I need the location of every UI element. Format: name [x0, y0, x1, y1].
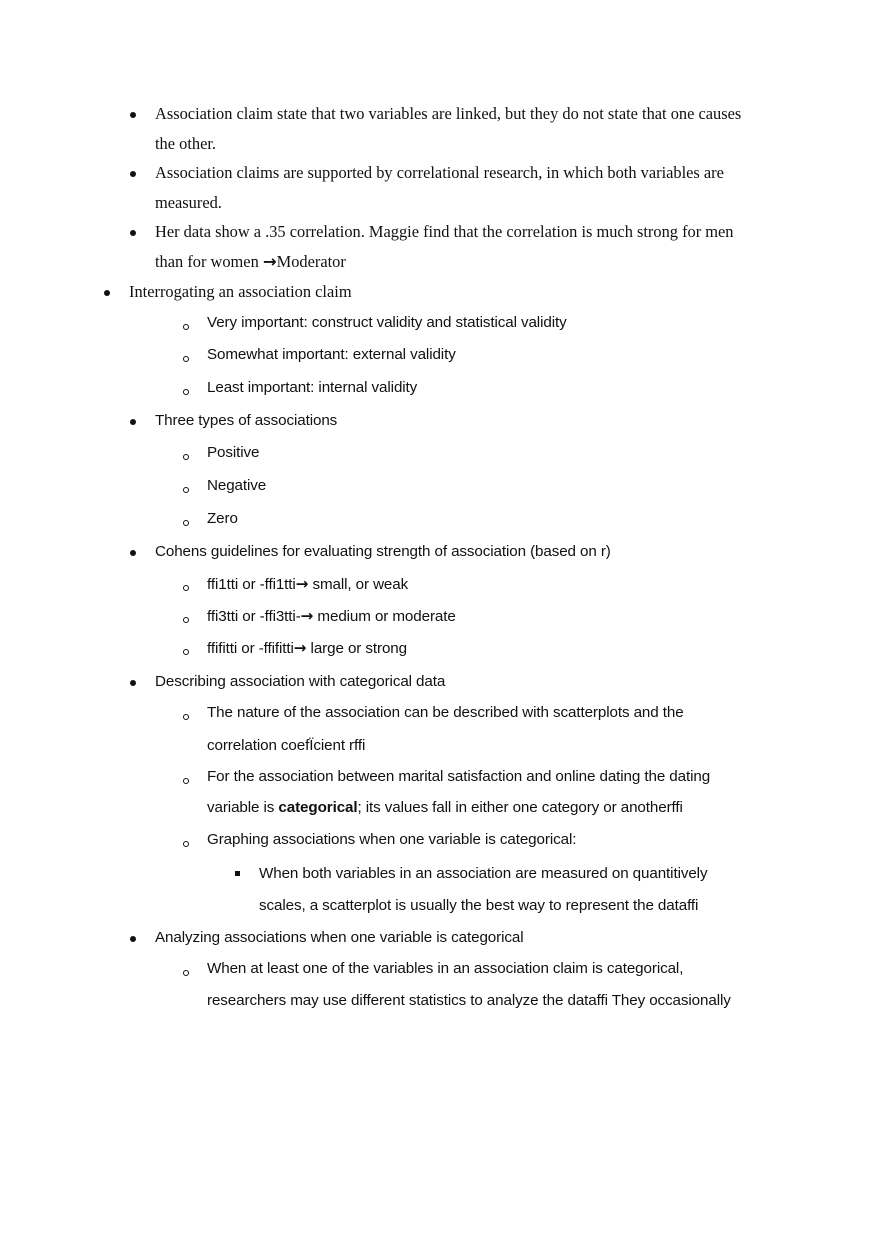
- text-line: For the association between marital satisfaction and online dating the dating: [207, 768, 711, 785]
- bullet-dot: [130, 550, 136, 556]
- bold-term: categorical: [278, 799, 358, 816]
- arrow-right-icon: →: [300, 607, 314, 625]
- bullet-dot: [130, 419, 136, 425]
- bullet-circle: [183, 356, 189, 362]
- text-line: [207, 639, 407, 657]
- text-line: When at least one of the variables in an association claim is categorical,: [207, 960, 684, 977]
- text-span: ffi1tti or -ffi1tti: [207, 576, 296, 593]
- text-span: small, or weak: [308, 576, 409, 593]
- text-line: Graphing associations when one variable is categorical:: [207, 831, 577, 848]
- text-line: Least important: internal validity: [207, 379, 418, 396]
- arrow-right-icon: →: [295, 575, 309, 593]
- bullet-circle: [183, 324, 189, 330]
- text-line: Negative: [207, 477, 267, 494]
- text-span: variable is: [207, 799, 279, 816]
- bullet-circle: [183, 585, 189, 591]
- bullet-circle: [183, 487, 189, 493]
- text-line: Zero: [207, 510, 238, 527]
- text-span: large or strong: [306, 640, 407, 657]
- bullet-circle: [183, 454, 189, 460]
- text-line: Somewhat important: external validity: [207, 346, 456, 363]
- text-line: Positive: [207, 444, 260, 461]
- text-span: medium or moderate: [313, 608, 456, 625]
- text-line: Her data show a .35 correlation. Maggie find that the correlation is much strong for men: [155, 222, 734, 241]
- text-line: Association claim state that two variables are linked, but they do not state that one causes: [155, 104, 742, 123]
- text-span: ; its values fall in either one category or anotherffi: [357, 799, 683, 816]
- text-line: [207, 799, 683, 816]
- text-line: Association claims are supported by correlational research, in which both variables are: [155, 163, 724, 182]
- bullet-dot: [130, 112, 136, 118]
- text-line: [207, 575, 408, 593]
- arrow-right-icon: →: [262, 252, 277, 271]
- text-line: [207, 607, 456, 625]
- text-line: researchers may use different statistics to analyze the dataffi They occasionally: [207, 992, 731, 1009]
- text-line: measured.: [155, 193, 222, 212]
- text-span: ffifitti or -ffifitti: [207, 640, 294, 657]
- bullet-circle: [183, 841, 189, 847]
- bullet-circle: [183, 649, 189, 655]
- arrow-right-icon: →: [293, 639, 307, 657]
- text-line: Very important: construct validity and statistical validity: [207, 314, 567, 331]
- text-line: When both variables in an association are measured on quantitively: [259, 865, 708, 882]
- text-line: the other.: [155, 134, 216, 153]
- text-line: [155, 252, 346, 272]
- bullet-square: [235, 871, 240, 876]
- bullet-dot: [130, 171, 136, 177]
- bullet-circle: [183, 520, 189, 526]
- bullet-dot: [130, 230, 136, 236]
- text-span: than for women: [155, 252, 263, 271]
- bullet-circle: [183, 617, 189, 623]
- text-line: correlation coefÏcient rffi: [207, 737, 366, 754]
- text-line: Three types of associations: [155, 412, 338, 429]
- bullet-circle: [183, 778, 189, 784]
- bullet-circle: [183, 389, 189, 395]
- text-line: scales, a scatterplot is usually the best way to represent the dataffi: [259, 897, 699, 914]
- text-line: Describing association with categorical data: [155, 673, 446, 690]
- text-line: The nature of the association can be described with scatterplots and the: [207, 704, 684, 721]
- text-line: Cohens guidelines for evaluating strength of association (based on r): [155, 543, 611, 560]
- text-line: Analyzing associations when one variable is categorical: [155, 929, 524, 946]
- bullet-dot: [130, 936, 136, 942]
- text-line: Interrogating an association claim: [129, 282, 352, 301]
- text-span: ffi3tti or -ffi3tti-: [207, 608, 301, 625]
- bullet-dot: [104, 290, 110, 296]
- bullet-circle: [183, 714, 189, 720]
- text-span: Moderator: [276, 252, 346, 271]
- bullet-circle: [183, 970, 189, 976]
- bullet-dot: [130, 680, 136, 686]
